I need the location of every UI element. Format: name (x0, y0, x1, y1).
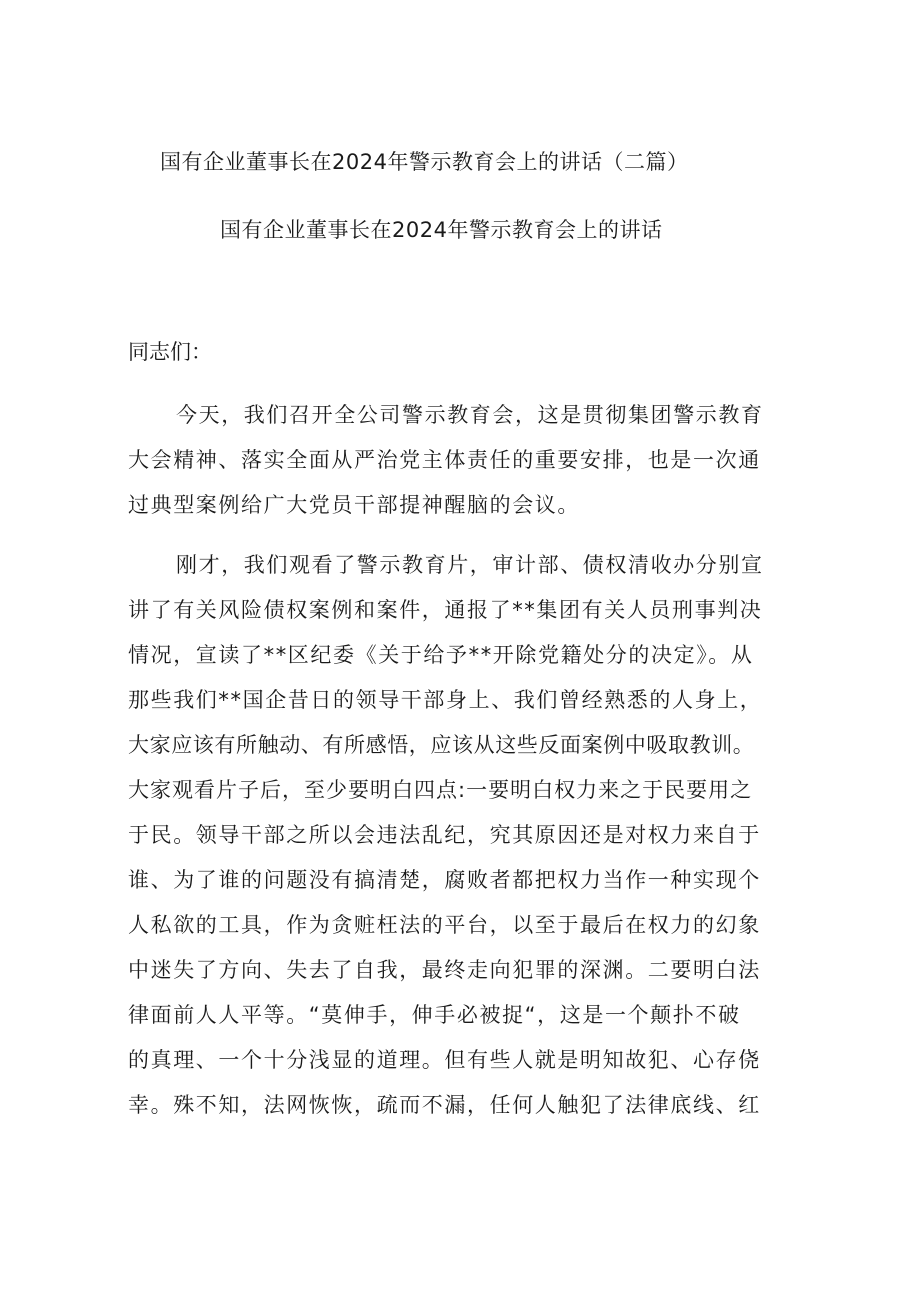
paragraph-line: 幸。殊不知，法网恢恢，疏而不漏，任何人触犯了法律底线、红 (128, 1093, 761, 1117)
paragraph-line: 中迷失了方向、失去了自我，最终走向犯罪的深渊。二要明白法 (128, 958, 761, 982)
paragraph-line: 谁、为了谁的问题没有搞清楚，腐败者都把权力当作一种实现个 (128, 868, 761, 892)
paragraph-line: 于民。领导干部之所以会违法乱纪，究其原因还是对权力来自于 (128, 823, 761, 847)
document-title: 国有企业董事长在2024年警示教育会上的讲话（二篇） (160, 150, 689, 174)
paragraph-line: 那些我们**国企昔日的领导干部身上、我们曾经熟悉的人身上， (128, 688, 763, 712)
paragraph-line: 的真理、一个十分浅显的道理。但有些人就是明知故犯、心存侥 (128, 1048, 761, 1072)
paragraph-line: 讲了有关风险债权案例和案件，通报了**集团有关人员刑事判决 (128, 598, 763, 622)
paragraph-line: 过典型案例给广大党员干部提神醒脑的会议。 (128, 493, 580, 517)
paragraph-line: 律面前人人平等。“莫伸手，伸手必被捉“，这是一个颠扑不破 (128, 1003, 741, 1027)
paragraph-line: 大家应该有所触动、有所感悟，应该从这些反面案例中吸取教训。 (128, 733, 755, 757)
paragraph-line: 今天，我们召开全公司警示教育会，这是贯彻集团警示教育 (176, 403, 764, 427)
paragraph-line: 人私欲的工具，作为贪赃枉法的平台，以至于最后在权力的幻象 (128, 913, 761, 937)
paragraph-line: 大家观看片子后，至少要明白四点:一要明白权力来之于民要用之 (128, 778, 753, 802)
document-subtitle: 国有企业董事长在2024年警示教育会上的讲话 (220, 218, 663, 242)
paragraph-line: 大会精神、落实全面从严治党主体责任的重要安排，也是一次通 (128, 448, 761, 472)
paragraph-line: 情况，宣读了**区纪委《关于给予**开除党籍处分的决定》。从 (128, 643, 754, 667)
paragraph-line: 刚才，我们观看了警示教育片，审计部、债权清收办分别宣 (176, 553, 764, 577)
salutation: 同志们： (128, 340, 212, 364)
